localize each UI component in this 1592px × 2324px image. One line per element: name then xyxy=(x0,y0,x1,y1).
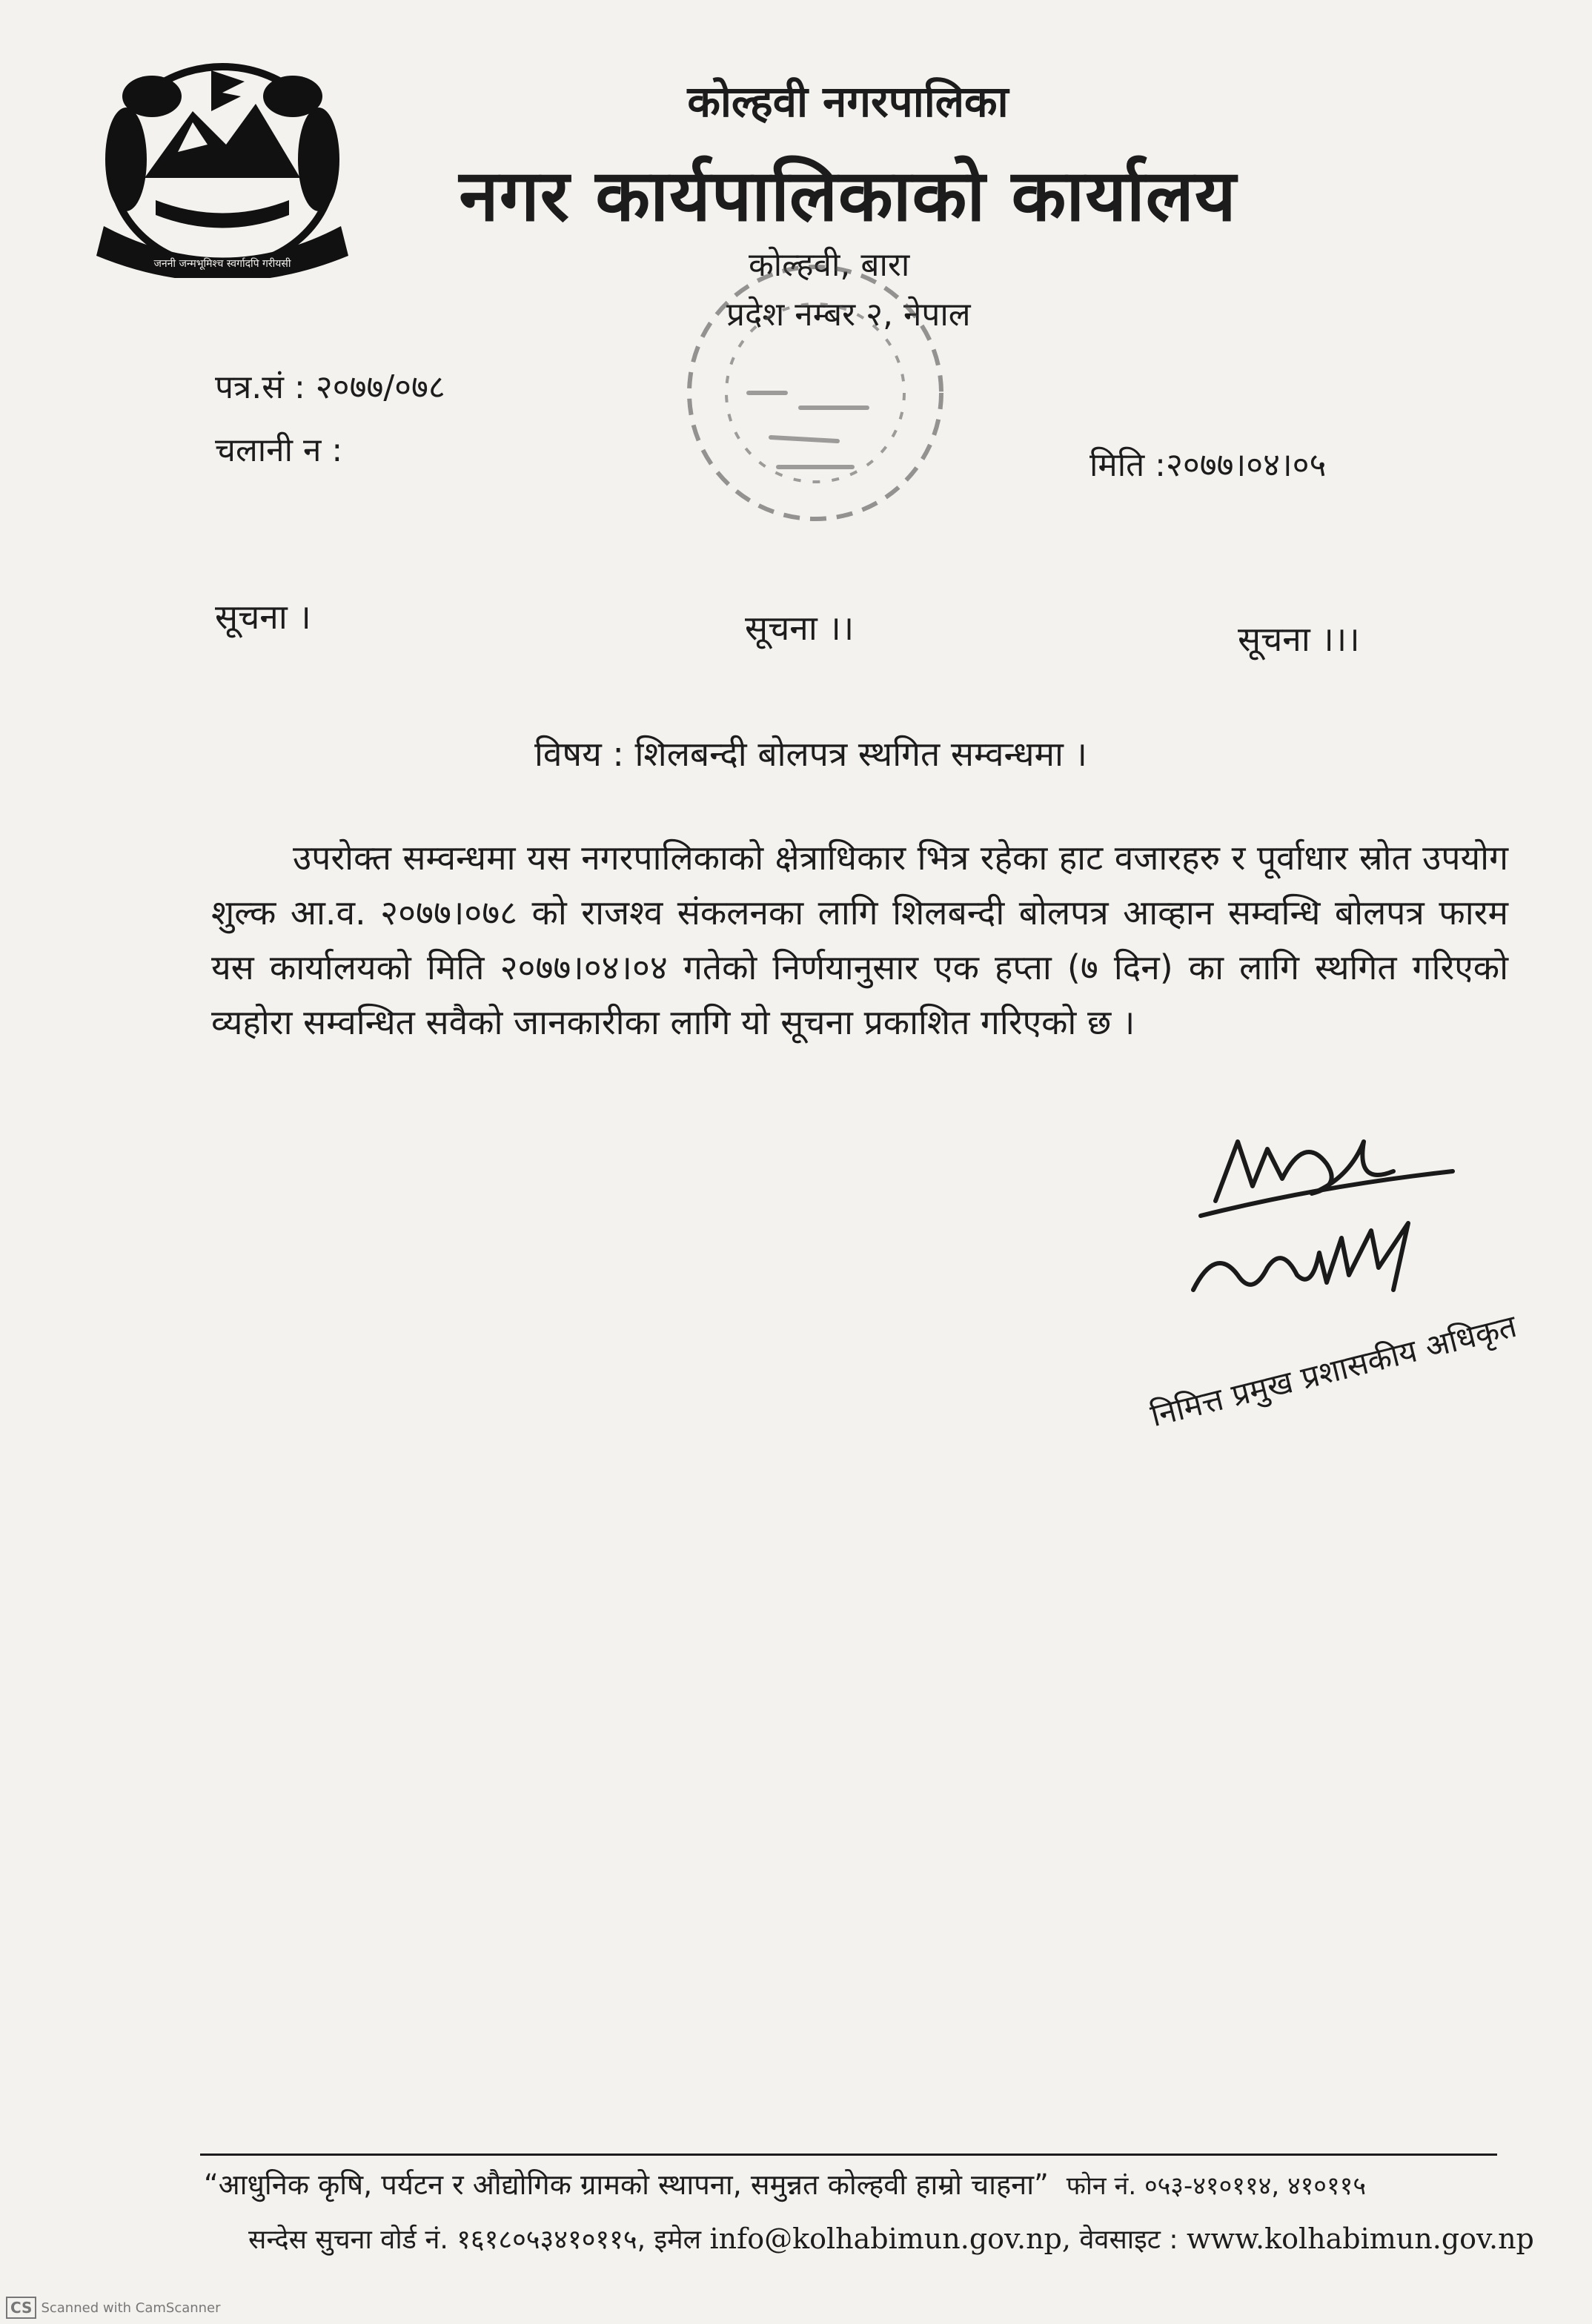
office-stamp xyxy=(667,245,964,534)
letter-body: उपरोक्त सम्वन्धमा यस नगरपालिकाको क्षेत्राधिकार भित्र रहेका हाट वजारहरु र पूर्वाधार स्रोत उपयोग शुल्क आ.व. २०७७।०७८ को राजश्व संकलनका लागि शिलबन्दी बोलपत्र आव्हान सम्वन्धि बोलपत्र फारम यस कार्यालयको मिति २०७७।०४।०४ गतेको निर्णयानुसार एक हप्ता (७ दिन) का लागि स्थगित गरिएको व्यहोरा सम्वन्धित सवैको जानकारीका लागि यो सूचना प्रकाशित गरिएको छ । xyxy=(211,838,1508,1042)
emblem-motto: जननी जन्मभूमिश्च स्वर्गादपि गरीयसी xyxy=(153,258,291,270)
footer-slogan: “आधुनिक कृषि, पर्यटन र औद्योगिक ग्रामको स्थापना, समुन्नत कोल्हवी हाम्रो चाहना” xyxy=(204,2168,1049,2201)
dispatch-number: चलानी न : xyxy=(215,431,343,469)
camscanner-icon: CS xyxy=(6,2297,36,2319)
footer-phone: फोन नं. ०५३-४१०११४, ४१०११५ xyxy=(1066,2171,1367,2201)
footer-contact-line xyxy=(248,2220,1534,2257)
address-line-1: कोल्हवी, बारा xyxy=(749,246,910,284)
footer-divider xyxy=(200,2153,1497,2156)
footer-website: www.kolhabimun.gov.np xyxy=(1186,2222,1534,2255)
footer-email: info@kolhabimun.gov.np, xyxy=(709,2222,1071,2255)
notice-heading-3: सूचना ।।। xyxy=(1238,619,1360,659)
footer-slogan-line xyxy=(204,2165,1508,2203)
letter-number: पत्र.सं : २०७७/०७८ xyxy=(215,368,445,406)
handwritten-signature xyxy=(1171,1097,1482,1320)
letter-date: मिति :२०७७।०४।०५ xyxy=(1089,446,1327,484)
scanner-text: Scanned with CamScanner xyxy=(41,2300,221,2316)
office-title: नगर कार्यपालिकाको कार्यालय xyxy=(459,154,1237,237)
officer-designation: निमित्त प्रमुख प्रशासकीय अधिकृत xyxy=(1147,1307,1521,1434)
footer-website-label: वेवसाइट : xyxy=(1079,2225,1178,2255)
scanner-watermark xyxy=(6,2297,221,2319)
address-line-2: प्रदेश नम्बर २, नेपाल xyxy=(726,296,971,334)
municipality-name: कोल्हवी नगरपालिका xyxy=(687,76,1009,127)
footer-board: सन्देस सुचना वोर्ड नं. १६१८०५३४१०११५, इमेल xyxy=(248,2225,702,2255)
notice-heading-2: सूचना ।। xyxy=(745,608,855,648)
notice-heading-1: सूचना । xyxy=(215,597,311,637)
letter-subject: विषय : शिलबन्दी बोलपत्र स्थगित सम्वन्धमा । xyxy=(534,734,1087,774)
